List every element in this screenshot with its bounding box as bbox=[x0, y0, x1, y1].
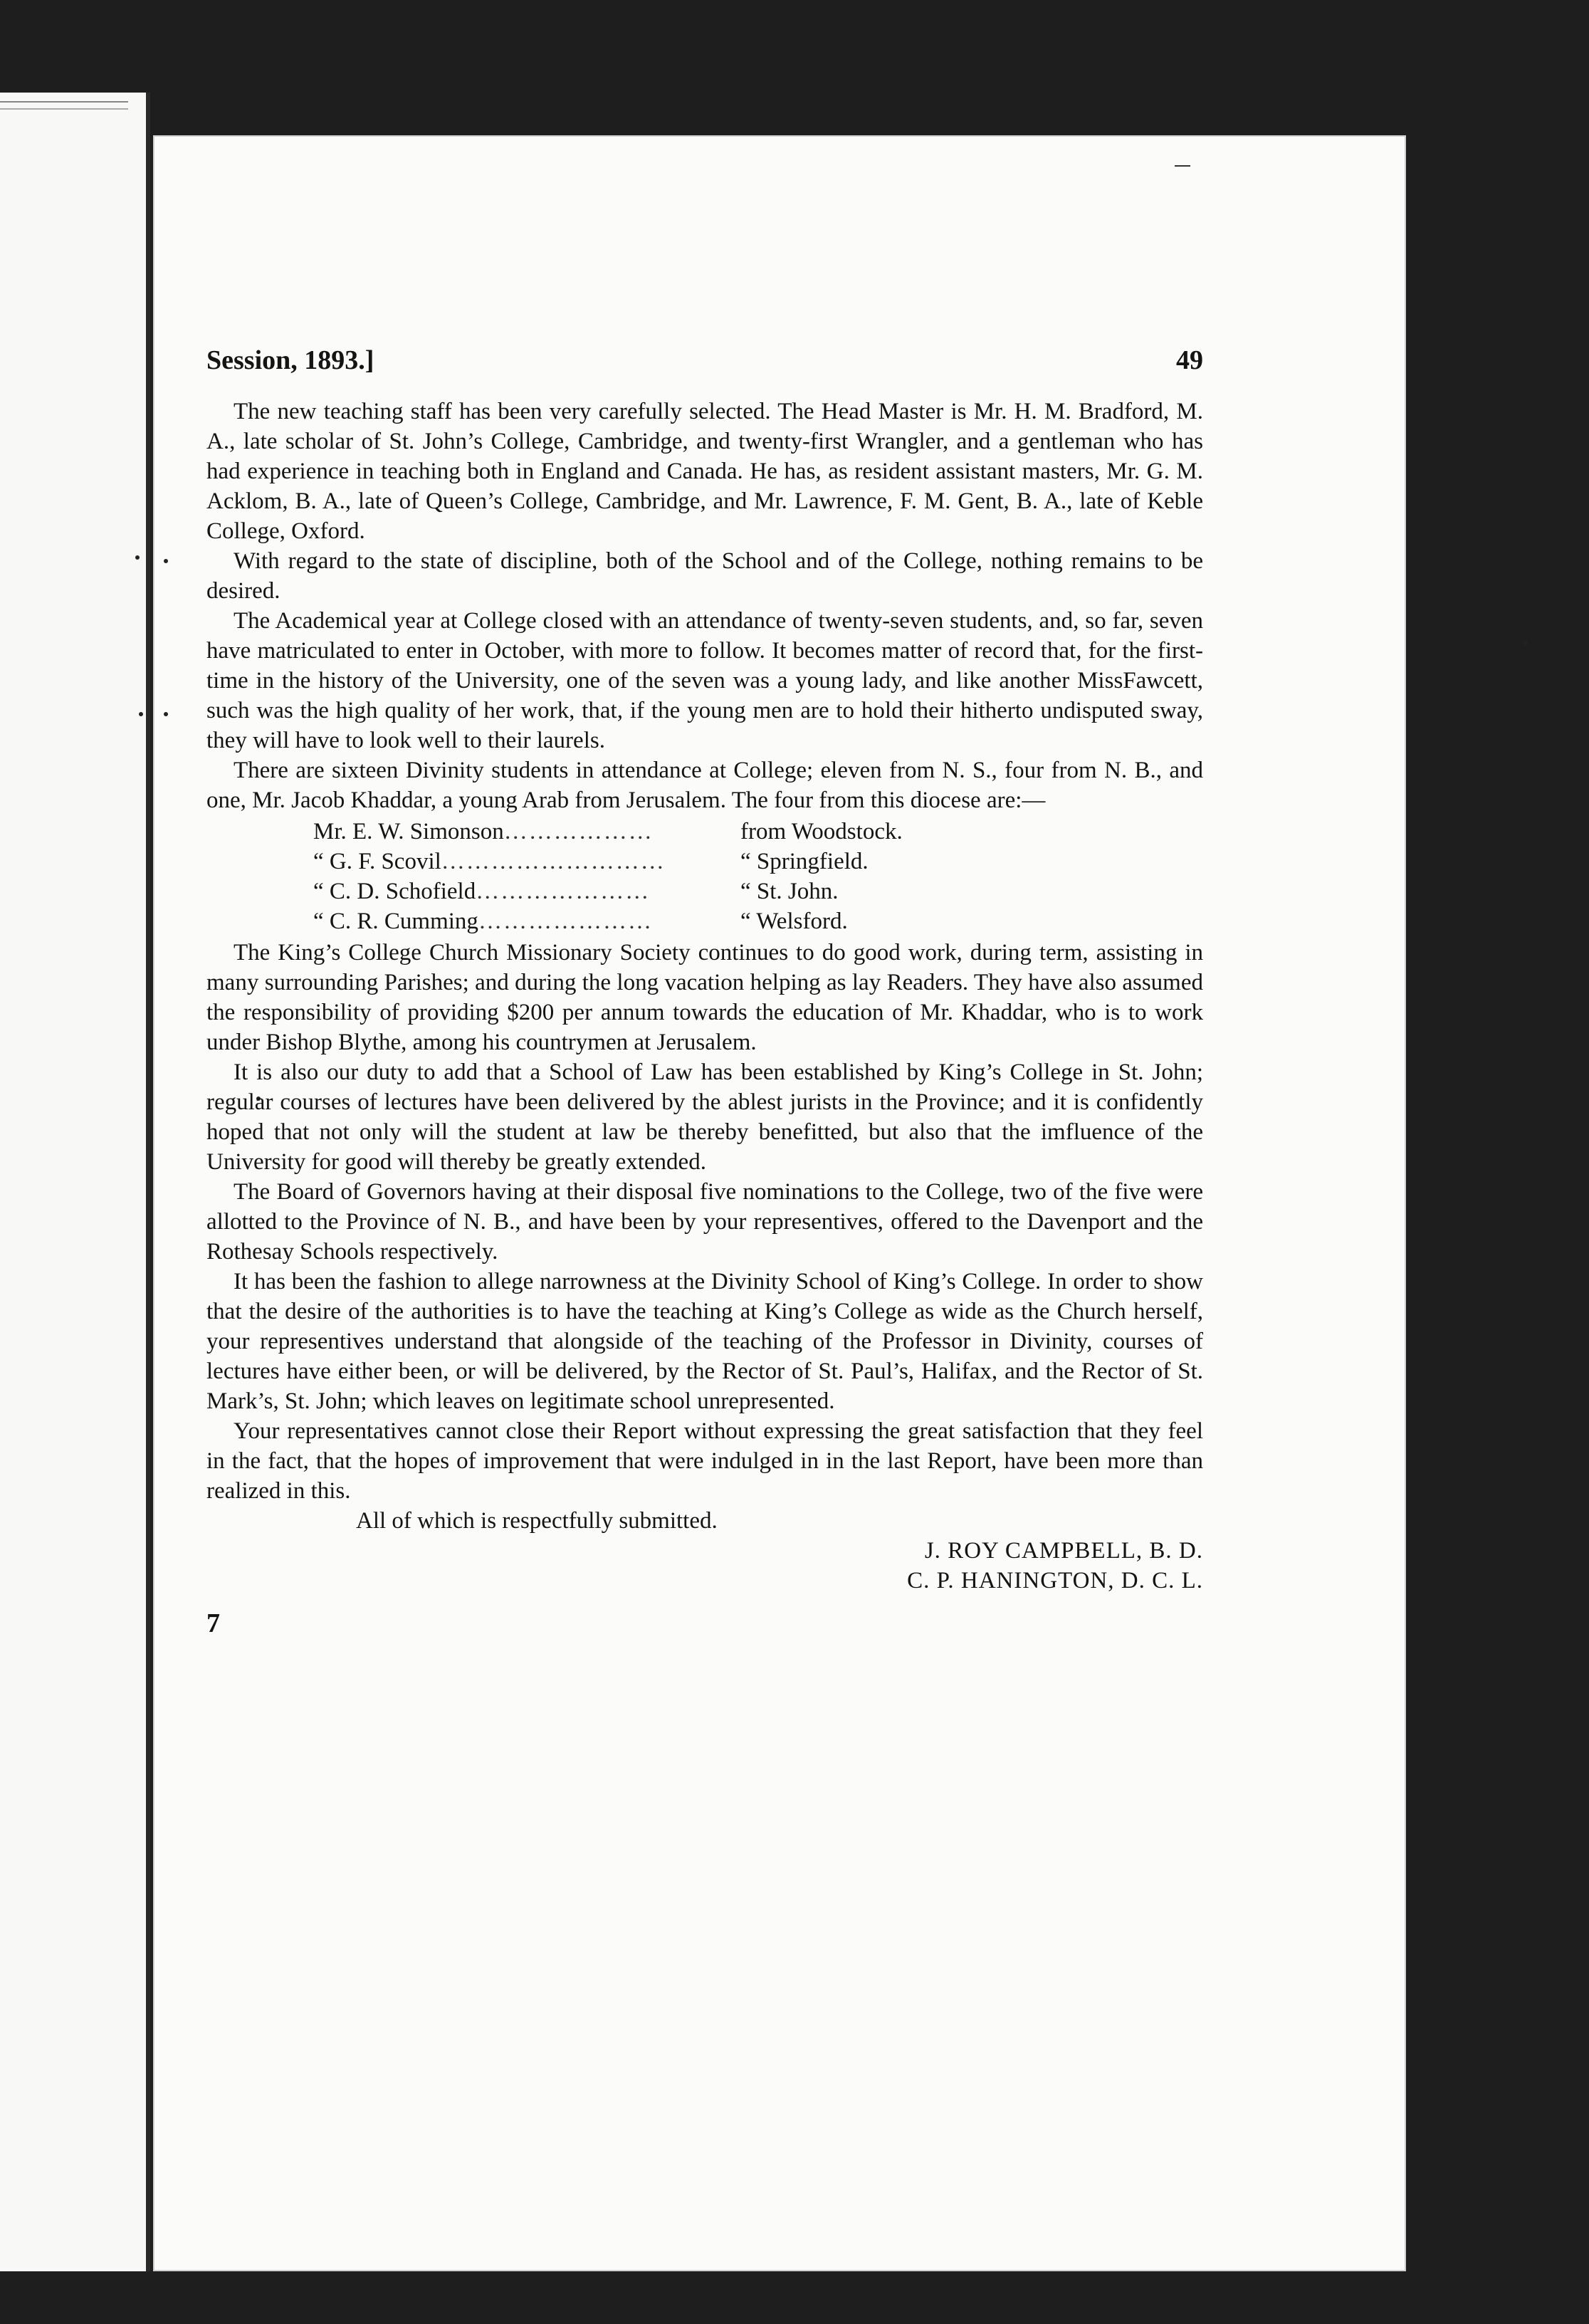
signatory: C. P. HANINGTON, D. C. L. bbox=[907, 1568, 1203, 1593]
paragraph: With regard to the state of discipline, both of the School and of the College, nothing remains to be desired. bbox=[206, 548, 1203, 604]
signature-block bbox=[206, 1536, 1203, 1596]
page-number: 49 bbox=[1176, 345, 1203, 375]
margin-mark bbox=[164, 559, 168, 563]
signatory: J. ROY CAMPBELL, B. D. bbox=[924, 1538, 1203, 1564]
student-list bbox=[206, 817, 1203, 936]
student-origin: “ Welsford. bbox=[740, 909, 848, 934]
leader-dots: ………………… bbox=[478, 909, 653, 934]
student-origin: “ St. John. bbox=[740, 879, 839, 904]
paragraph: It has been the fashion to allege narrowness at the Divinity School of King’s College. In order to show that the desire of the authorities is to have the teaching at King’s College as wide as the Church herself, your representives understand that alongside of the teaching of the Professor in Divinity, courses of lectures have either been, or will be delivered, by the Rector of St. Paul’s, Halifax, and the Rector of St. Mark’s, St. John; which leaves on legitimate school unrepresented. bbox=[206, 1269, 1203, 1414]
paragraph: It is also our duty to add that a School of Law has been established by King’s College in St. John; regular courses of lectures have been delivered by the ablest jurists in the Province; and it is confidently hoped that not only will the student at law be thereby benefitted, but also that the imfluence of the University for good will thereby be greatly extended. bbox=[206, 1059, 1203, 1175]
leader-dots: ……………………… bbox=[441, 849, 666, 874]
list-item bbox=[313, 906, 954, 936]
leader-dots: ……………… bbox=[503, 819, 654, 844]
paragraph: The Academical year at College closed with an attendance of twenty-seven students, and, so far, seven have matriculated to enter in October, with more to follow. It becomes matter of record that, for the first-time in the history of the University, one of the seven was a young lady, and like another MissFawcett, such was the high quality of her work, that, if the young men are to hold their hitherto undisputed sway, they will have to look well to their laurels. bbox=[206, 608, 1203, 753]
list-item bbox=[313, 847, 954, 876]
margin-mark bbox=[1524, 641, 1528, 645]
running-header bbox=[206, 345, 1203, 375]
running-head: Session, 1893.] bbox=[206, 345, 374, 375]
margin-mark bbox=[1175, 165, 1190, 167]
facing-page-edge bbox=[0, 93, 150, 2271]
closing-line: All of which is respectfully submitted. bbox=[356, 1508, 718, 1534]
list-item bbox=[313, 817, 954, 847]
margin-mark bbox=[139, 712, 143, 716]
page-edge-lines bbox=[0, 101, 128, 110]
student-name: “ C. R. Cumming bbox=[313, 909, 478, 934]
page-text bbox=[206, 345, 1203, 1638]
paragraph: The new teaching staff has been very carefully selected. The Head Master is Mr. H. M. Bradford, M. A., late scholar of St. John’s College, Cambridge, and twenty-first Wrangler, and a gentleman who has had experience in teaching both in England and Canada. He has, as resident assistant masters, Mr. G. M. Acklom, B. A., late of Queen’s College, Cambridge, and Mr. Lawrence, F. M. Gent, B. A., late of Keble College, Oxford. bbox=[206, 399, 1203, 544]
paragraph: There are sixteen Divinity students in attendance at College; eleven from N. S., four from N. B., and one, Mr. Jacob Khaddar, a young Arab from Jerusalem. The four from this diocese are:— bbox=[206, 758, 1203, 813]
student-origin: “ Springfield. bbox=[740, 849, 869, 874]
student-origin: from Woodstock. bbox=[740, 819, 903, 844]
student-name: Mr. E. W. Simonson bbox=[313, 819, 504, 844]
paragraph: The Board of Governors having at their disposal five nominations to the College, two of the five were allotted to the Province of N. B., and have been by your representives, offered to the Davenport and the Rothesay Schools respectively. bbox=[206, 1179, 1203, 1265]
student-name: “ C. D. Schofield bbox=[313, 879, 476, 904]
margin-mark bbox=[135, 555, 140, 560]
student-name: “ G. F. Scovil bbox=[313, 849, 441, 874]
list-item bbox=[313, 876, 954, 906]
paragraph: The King’s College Church Missionary Society continues to do good work, during term, assisting in many surrounding Parishes; and during the long vacation helping as lay Readers. They have also assumed the responsibility of providing $200 per annum towards the education of Mr. Khaddar, who is to work under Bishop Blythe, among his countrymen at Jerusalem. bbox=[206, 940, 1203, 1055]
leader-dots: ………………… bbox=[476, 879, 651, 904]
signature-mark: 7 bbox=[206, 1608, 220, 1638]
margin-mark bbox=[164, 712, 168, 716]
paragraph: Your representatives cannot close their Report without expressing the great satisfaction that they feel in the fact, that the hopes of improvement that were indulged in in the last Report, have been more than realized in this. bbox=[206, 1418, 1203, 1504]
